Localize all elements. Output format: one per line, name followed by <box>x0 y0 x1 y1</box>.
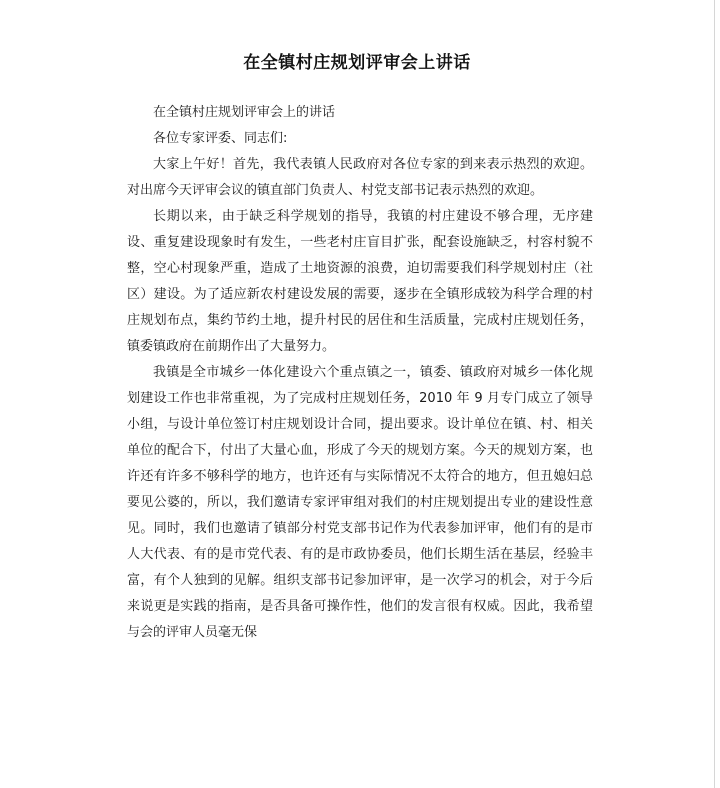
paragraph-welcome: 大家上午好！首先，我代表镇人民政府对各位专家的到来表示热烈的欢迎。对出席今天评审会议的镇直部门负责人、村党支部书记表示热烈的欢迎。 <box>127 157 593 198</box>
paragraph-work-progress: 我镇是全市城乡一体化建设六个重点镇之一，镇委、镇政府对城乡一体化规划建设工作也非常重视，为了完成村庄规划任务，2010 年 9 月专门成立了领导小组，与设计单位签订村庄规划设计合同，提出要求。设计单位在镇、村、相关单位的配合下，付出了大量心血，形成了今天的规划方案。今天的规划方案，也许还有许多不够科学的地方，也许还有与实际情况不太符合的地方，但丑媳妇总要见公婆的，所以，我们邀请专家评审组对我们的村庄规划提出专业的建设性意见。同时，我们也邀请了镇部分村党支部书记作为代表参加评审，他们有的是市人大代表、有的是市党代表、有的是市政协委员，他们长期生活在基层，经验丰富，有个人独到的见解。组织支部书记参加评审，是一次学习的机会，对于今后来说更是实践的指南，是否具备可操作性，他们的发言很有权威。因此，我希望与会的评审人员毫无保 <box>127 365 593 640</box>
salutation: 各位专家评委、同志们: <box>153 131 288 146</box>
document-title: 在全镇村庄规划评审会上讲话 <box>243 53 471 73</box>
paragraph-background: 长期以来，由于缺乏科学规划的指导，我镇的村庄建设不够合理，无序建设、重复建设现象时有发生，一些老村庄盲目扩张，配套设施缺乏，村容村貌不整，空心村现象严重，造成了土地资源的浪费，迫切需要我们科学规划村庄（社区）建设。为了适应新农村建设发展的需要，逐步在全镇形成较为科学合理的村庄规划布点，集约节约土地，提升村民的居住和生活质量，完成村庄规划任务，镇委镇政府在前期作出了大量努力。 <box>127 209 593 354</box>
document-body <box>127 100 593 646</box>
speech-heading: 在全镇村庄规划评审会上的讲话 <box>153 105 336 120</box>
